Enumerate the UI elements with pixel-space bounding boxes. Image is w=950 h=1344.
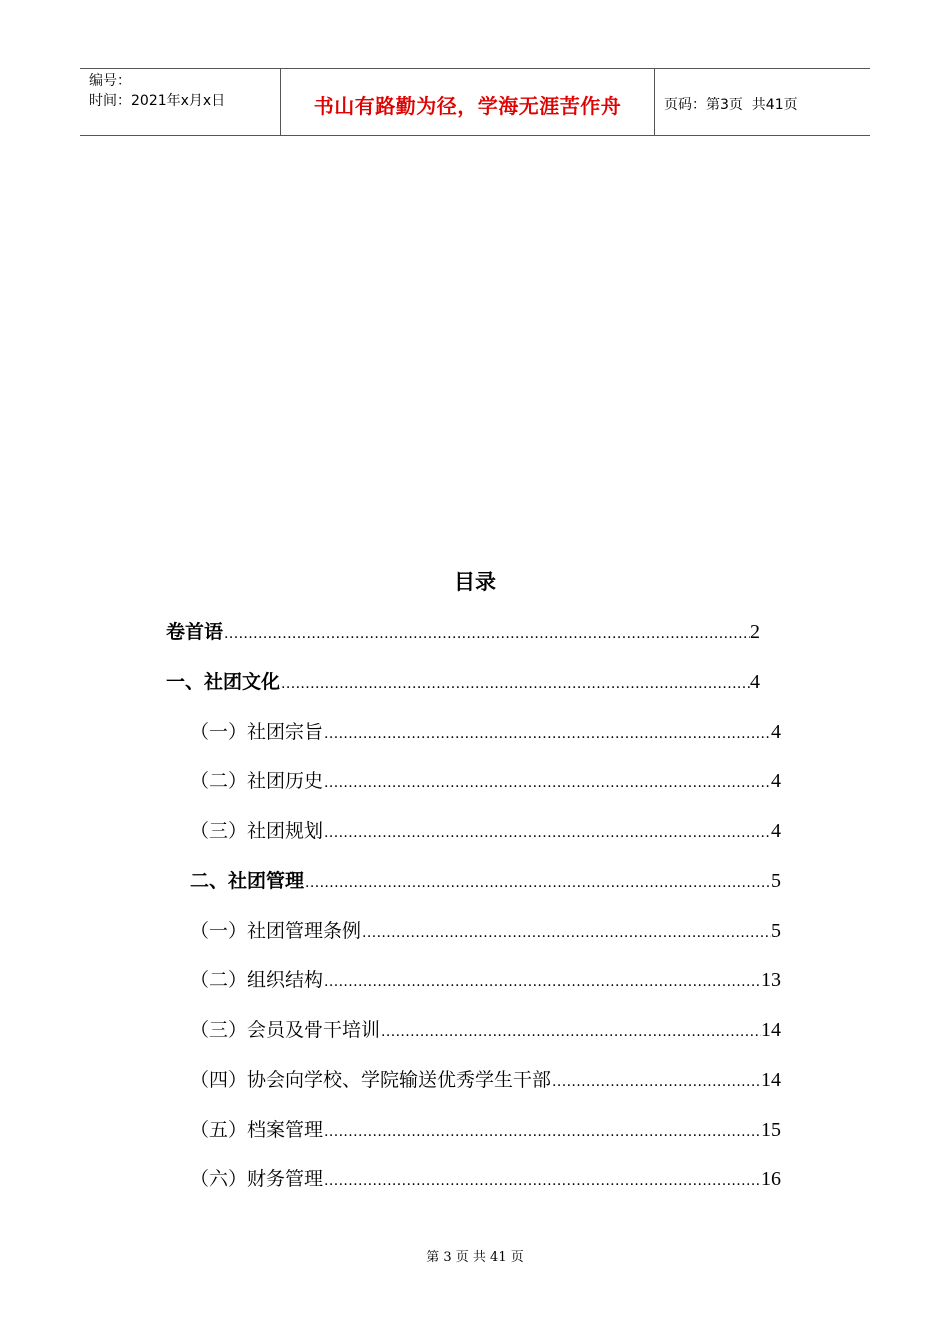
toc-entry-section-1-1[interactable]	[190, 718, 781, 746]
header-motto-cell	[281, 69, 655, 135]
toc-entry-section-1-3[interactable]	[190, 817, 781, 845]
toc-entry-label: （三）社团规划	[190, 820, 324, 842]
toc-entry-label: （五）档案管理	[190, 1119, 324, 1141]
toc-leader-dots	[551, 1068, 761, 1094]
header-page-info: 页码：第3页 共41页	[664, 97, 798, 113]
toc-entry-page: 4	[771, 721, 781, 743]
toc-entry-label: 二、社团管理	[190, 870, 305, 892]
toc-entry-section-2-3[interactable]	[190, 1016, 781, 1044]
toc-entry-label: （六）财务管理	[190, 1168, 324, 1190]
toc-leader-dots	[280, 670, 750, 696]
toc-leader-dots	[380, 1018, 761, 1044]
toc-entry-label: （二）组织结构	[190, 969, 324, 991]
toc-entry-section-1-2[interactable]	[190, 767, 781, 795]
toc-leader-dots	[323, 819, 771, 845]
toc-title: 目录	[454, 570, 496, 594]
toc-entry-page: 13	[761, 969, 781, 991]
toc-entry-label: （二）社团历史	[190, 770, 324, 792]
page-footer: 第 3 页 共 41 页	[426, 1250, 524, 1265]
toc-leader-dots	[361, 919, 771, 945]
toc-entry-label: （一）社团管理条例	[190, 920, 362, 942]
toc-leader-dots	[323, 1167, 761, 1193]
toc-entry-page: 16	[761, 1168, 781, 1190]
toc-entry-section-2-2[interactable]	[190, 966, 781, 994]
toc-entry-label: （一）社团宗旨	[190, 721, 324, 743]
toc-entry-preface[interactable]	[166, 618, 760, 646]
toc-entry-chapter-2[interactable]	[190, 867, 781, 895]
toc-entry-page: 5	[771, 870, 781, 892]
toc-entry-page: 4	[750, 671, 760, 693]
toc-entry-section-2-4[interactable]	[190, 1066, 781, 1094]
toc-entry-page: 5	[771, 920, 781, 942]
toc-leader-dots	[323, 720, 771, 746]
page-header	[80, 68, 870, 136]
toc-entry-chapter-1[interactable]	[166, 668, 760, 696]
toc-leader-dots	[323, 1118, 761, 1144]
toc-entry-label: 一、社团文化	[166, 671, 281, 693]
toc-leader-dots	[223, 620, 750, 646]
toc-leader-dots	[323, 769, 771, 795]
toc-entry-page: 15	[761, 1119, 781, 1141]
header-code-label: 编号：	[89, 73, 131, 89]
header-time-label: 时间：2021年x月x日	[89, 93, 226, 109]
toc-entry-page: 2	[750, 621, 760, 643]
toc-entry-page: 4	[771, 770, 781, 792]
toc-entry-section-2-5[interactable]	[190, 1116, 781, 1144]
toc-entry-section-2-1[interactable]	[190, 917, 781, 945]
toc-entry-label: （三）会员及骨干培训	[190, 1019, 381, 1041]
toc-entry-page: 14	[761, 1019, 781, 1041]
toc-entry-page: 14	[761, 1069, 781, 1091]
toc-entry-label: （四）协会向学校、学院输送优秀学生干部	[190, 1069, 552, 1091]
header-meta	[80, 69, 281, 135]
toc-leader-dots	[323, 968, 761, 994]
toc-entry-page: 4	[771, 820, 781, 842]
toc-entry-section-2-6[interactable]	[190, 1165, 781, 1193]
header-motto: 书山有路勤为径，学海无涯苦作舟	[313, 93, 622, 118]
toc-leader-dots	[304, 869, 771, 895]
toc-entry-label: 卷首语	[166, 621, 224, 643]
